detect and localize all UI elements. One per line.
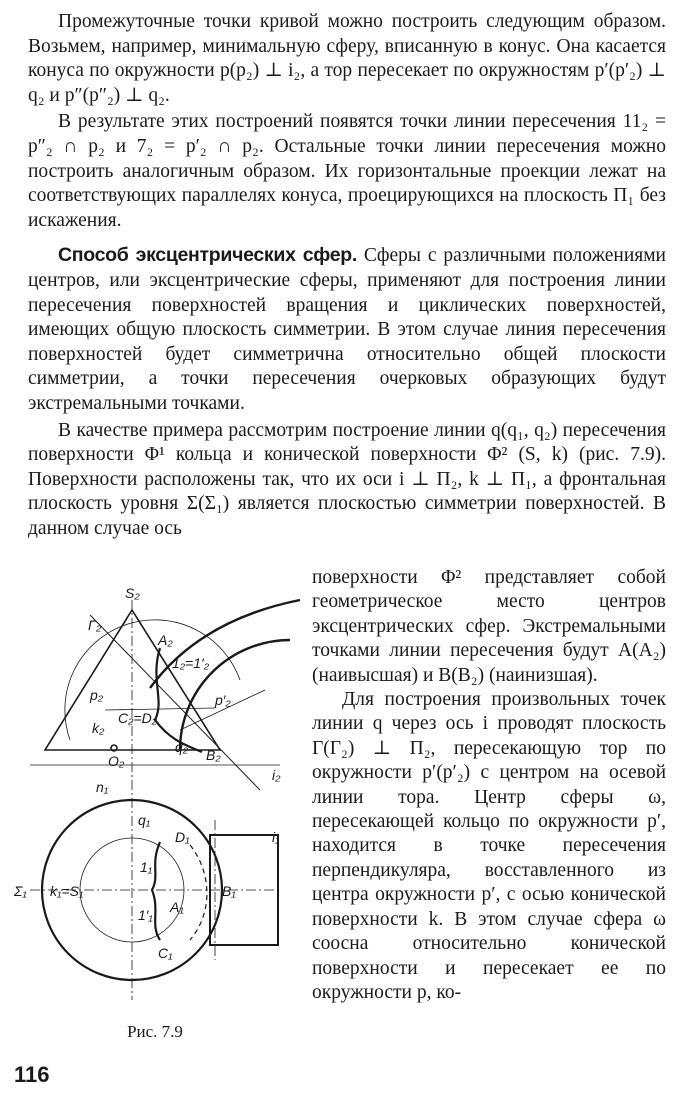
label-o2: O₂: [108, 753, 125, 769]
label-b2: B₂: [206, 747, 221, 763]
label-d1: D₁: [175, 829, 190, 845]
paragraph-6: Для построения произвольных точек линии q через ось i проводят плоскость Γ(Γ₂) ⊥ Π₂, пересекающую тор по окружности p′(p′₂) с центром на осевой линии тора. Центр сферы ω, пересекающей кольцо по окружности p′, находится в точке пересечения перпендикуляра, восставленного из центра окружности p′, с осью конической поверхности k. В этом случае сфера ω соосна относительно конической поверхности и пересекает ее по окружности p, ко-: [312, 689, 666, 1003]
paragraph-2: В результате этих построений появятся точки линии пересечения 11₂ = p″₂ ∩ p₂ и 7₂ = p′₂ ∩ p₂. Остальные точки линии пересечения можно построить аналогичным образом. Их горизонтальные проекции лежат на соответствующих параллелях конуса, проецирующихся на плоскость Π₁ без искажения.: [28, 111, 666, 231]
cone-front-projection: [45, 610, 220, 750]
label-c1: C₁: [158, 945, 173, 961]
label-i2: i₂: [272, 767, 281, 783]
section-heading: Способ эксцентрических сфер.: [58, 244, 358, 267]
label-gamma2: Γ₂: [88, 617, 102, 633]
paragraph-5: поверхности Φ² представляет собой геометрическое место центров эксцентрических сфер. Экстремальными точками линии пересечения будут A(A₂) (наивысшая) и B(B₂) (наинизшая).: [312, 567, 666, 686]
label-n1: n₁: [96, 779, 109, 795]
label-1-1: 1₁: [140, 859, 153, 875]
figure-7-9-drawing: [10, 580, 310, 1020]
label-1-1-prime: 1′₁: [138, 907, 153, 923]
label-c2-d2: C₂=D₂: [118, 710, 158, 726]
label-sigma1: Σ₁: [14, 883, 27, 899]
paragraph-1: Промежуточные точки кривой можно построить следующим образом. Возьмем, например, минимальную сферу, вписанную в конус. Она касается конуса по окружности p(p₂) ⊥ i₂, а тор пересекает по окружностям p′(p′₂) ⊥ q₂ и p″(p″₂) ⊥ q₂.: [28, 11, 666, 106]
label-p2-prime: p′₂: [215, 692, 231, 708]
paragraph-4: В качестве примера рассмотрим построение линии q(q₁, q₂) пересечения поверхности Φ¹ кольца и конической поверхности Φ² (S, k) (рис. 7.9). Поверхности расположены так, что их оси i ⊥ Π₂, k ⊥ Π₁, а фронтальная плоскость уровня Σ(Σ₁) является плоскостью симметрии поверхностей. В данном случае ось: [28, 419, 666, 539]
label-1-2: 1₂=1′₂: [172, 655, 210, 671]
hidden-curve-top: [190, 845, 207, 940]
label-q1: q₁: [138, 812, 151, 828]
label-k2: k₂: [92, 720, 105, 736]
paragraph-3: [28, 243, 666, 416]
label-a1: A₁: [170, 899, 184, 915]
label-i1: i₁: [272, 829, 280, 845]
page-number: 116: [14, 1062, 50, 1087]
figure-caption: Рис. 7.9: [127, 1022, 183, 1041]
label-q2: q₂: [175, 739, 189, 755]
paragraph-3-body: Сферы с различными положениями центров, или эксцентрические сферы, применяют для построения линии пересечения поверхностей вращения и циклических поверхностей, имеющих общую плоскость симметрии. В этом случае линия пересечения поверхностей будет симметрична относительно общей плоскости симметрии, а точки пересечения очерковых образующих будут экстремальными точками.: [28, 245, 666, 414]
label-s2: S₂: [125, 585, 140, 601]
body-text-right-column: [312, 566, 666, 1005]
label-a2: A₂: [158, 632, 173, 648]
label-k1-s1: k₁=S₁: [50, 883, 84, 899]
intersection-curve-top: [152, 842, 160, 940]
label-p2: p₂: [90, 687, 104, 703]
label-b1: B₁: [222, 883, 236, 899]
body-text-top: [28, 10, 666, 543]
